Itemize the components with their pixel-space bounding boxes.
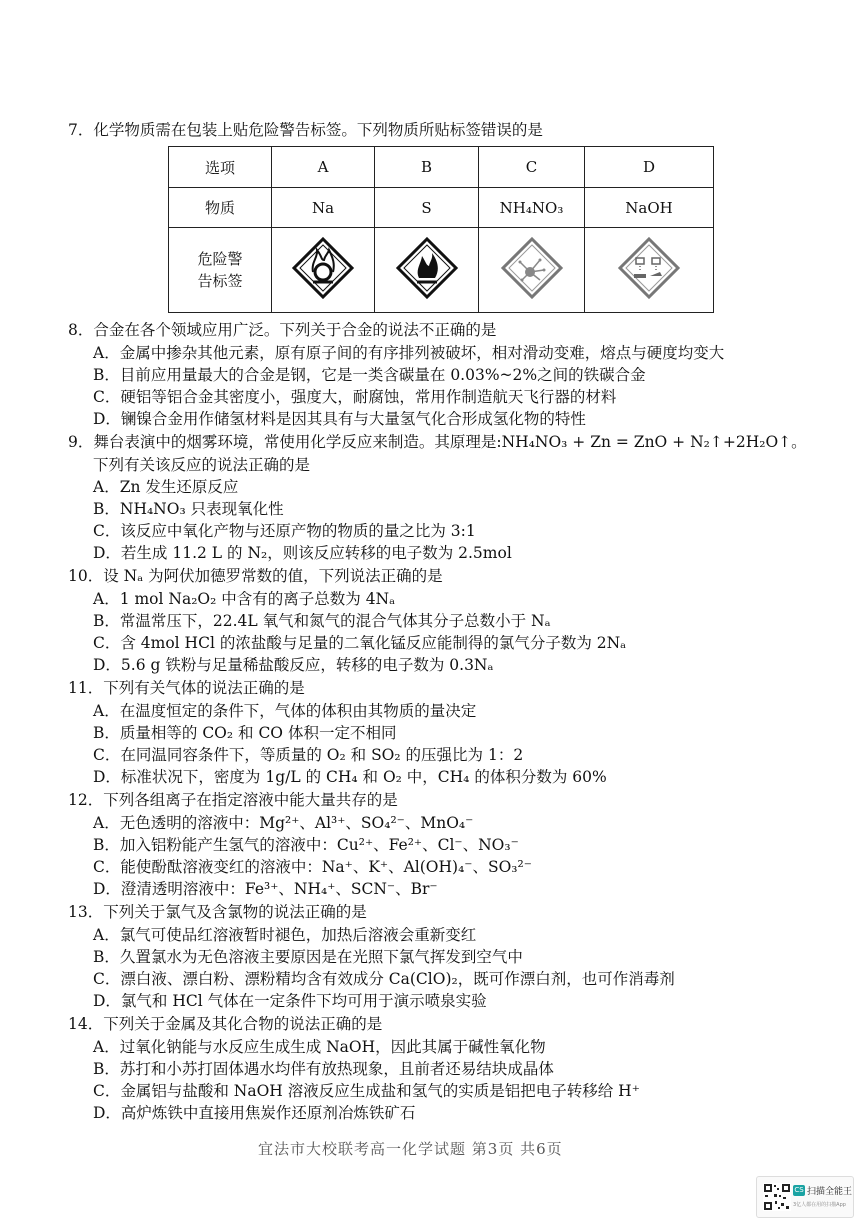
q9-option-b: B．NH₄NO₃ 只表现氧化性 — [93, 500, 284, 518]
q13-option-a: A．氯气可使品红溶液暂时褪色，加热后溶液会重新变红 — [93, 926, 477, 944]
q8-option-c: C．硬铝等铝合金其密度小，强度大，耐腐蚀，常用作制造航天飞行器的材料 — [93, 388, 617, 406]
q9-option-a: A．Zn 发生还原反应 — [93, 478, 239, 496]
page-footer: 宜法市大校联考高一化学试题 第3页 共6页 — [258, 1140, 563, 1158]
flammable-icon — [395, 236, 459, 300]
pictogram-cell — [375, 228, 479, 313]
q14-option-c: C．金属铝与盐酸和 NaOH 溶液反应生成盐和氢气的实质是铝把电子转移给 H⁺ — [93, 1082, 640, 1100]
label-row-line2: 告标签 — [197, 272, 243, 290]
table-header-cell: D — [585, 147, 714, 188]
table-header-cell: B — [375, 147, 479, 188]
scanner-app-name: 扫描全能王 — [807, 1187, 853, 1197]
substance-cell: S — [375, 188, 479, 228]
hazard-table — [168, 146, 714, 313]
q12-option-a: A．无色透明的溶液中：Mg²⁺、Al³⁺、SO₄²⁻、MnO₄⁻ — [93, 814, 474, 832]
q14-stem: 14．下列关于金属及其化合物的说法正确的是 — [68, 1015, 383, 1033]
q9-option-d: D．若生成 11.2 L 的 N₂，则该反应转移的电子数为 2.5mol — [93, 544, 512, 562]
label-row-line1: 危险警 — [197, 250, 243, 268]
substance-cell: NaOH — [585, 188, 714, 228]
q10-option-d: D．5.6 g 铁粉与足量稀盐酸反应，转移的电子数为 0.3Nₐ — [93, 656, 494, 674]
q8-option-d: D．镧镍合金用作储氢材料是因其具有与大量氢气化合形成氢化物的特性 — [93, 410, 586, 428]
q11-option-a: A．在温度恒定的条件下，气体的体积由其物质的量决定 — [93, 702, 477, 720]
q13-stem: 13．下列关于氯气及含氯物的说法正确的是 — [68, 903, 367, 921]
table-row-label: 物质 — [169, 188, 272, 228]
q8-option-a: A．金属中掺杂其他元素，原有原子间的有序排列被破坏，相对滑动变难，熔点与硬度均变大 — [93, 344, 725, 362]
q11-option-b: B．质量相等的 CO₂ 和 CO 体积一定不相同 — [93, 724, 397, 742]
q11-stem: 11．下列有关气体的说法正确的是 — [68, 679, 305, 697]
q7-stem: 7．化学物质需在包装上贴危险警告标签。下列物质所贴标签错误的是 — [68, 121, 543, 139]
q9-option-c: C．该反应中氧化产物与还原产物的物质的量之比为 3:1 — [93, 522, 476, 540]
q14-option-d: D．高炉炼铁中直接用焦炭作还原剂冶炼铁矿石 — [93, 1104, 416, 1122]
q13-option-d: D．氯气和 HCl 气体在一定条件下均可用于演示喷泉实验 — [93, 992, 487, 1010]
pictogram-cell — [272, 228, 375, 313]
camscanner-logo-icon: CS — [794, 1186, 804, 1194]
q8-option-b: B．目前应用量最大的合金是钢，它是一类含碳量在 0.03%~2%之间的铁碳合金 — [93, 366, 646, 384]
table-header-cell: 选项 — [169, 147, 272, 188]
corrosive-icon — [616, 236, 682, 300]
q13-option-b: B．久置氯水为无色溶液主要原因是在光照下氯气挥发到空气中 — [93, 948, 523, 966]
scanner-watermark — [756, 1176, 854, 1218]
pictogram-cell — [479, 228, 585, 313]
scanner-tagline: 3亿人都在用的扫描App — [793, 1202, 846, 1208]
q11-option-c: C．在同温同容条件下，等质量的 O₂ 和 SO₂ 的压强比为 1：2 — [93, 746, 524, 764]
table-header-cell: C — [479, 147, 585, 188]
q12-option-c: C．能使酚酞溶液变红的溶液中：Na⁺、K⁺、Al(OH)₄⁻、SO₃²⁻ — [93, 858, 532, 876]
explosive-icon — [500, 236, 564, 300]
q12-stem: 12．下列各组离子在指定溶液中能大量共存的是 — [68, 791, 398, 809]
q10-option-b: B．常温常压下，22.4L 氧气和氮气的混合气体其分子总数小于 Nₐ — [93, 612, 551, 630]
q14-option-a: A．过氧化钠能与水反应生成生成 NaOH，因此其属于碱性氧化物 — [93, 1038, 546, 1056]
q9-stem: 9．舞台表演中的烟雾环境，常使用化学反应来制造。其原理是:NH₄NO₃ + Zn = ZnO + N₂↑+2H₂O↑。 — [68, 433, 807, 451]
q10-option-a: A．1 mol Na₂O₂ 中含有的离子总数为 4Nₐ — [93, 590, 396, 608]
oxidizer-icon — [291, 236, 355, 300]
q14-option-b: B．苏打和小苏打固体遇水均伴有放热现象，且前者还易结块成晶体 — [93, 1060, 554, 1078]
table-row-label — [169, 228, 272, 313]
q12-option-b: B．加入铝粉能产生氢气的溶液中：Cu²⁺、Fe²⁺、Cl⁻、NO₃⁻ — [93, 836, 519, 854]
qr-code-icon — [763, 1183, 791, 1211]
table-header-cell: A — [272, 147, 375, 188]
q12-option-d: D．澄清透明溶液中：Fe³⁺、NH₄⁺、SCN⁻、Br⁻ — [93, 880, 438, 898]
q8-stem: 8．合金在各个领域应用广泛。下列关于合金的说法不正确的是 — [68, 321, 497, 339]
pictogram-cell — [585, 228, 714, 313]
q9-stem-cont: 下列有关该反应的说法正确的是 — [93, 456, 311, 474]
q13-option-c: C．漂白液、漂白粉、漂粉精均含有效成分 Ca(ClO)₂，既可作漂白剂，也可作消毒剂 — [93, 970, 675, 988]
substance-cell: Na — [272, 188, 375, 228]
substance-cell: NH₄NO₃ — [479, 188, 585, 228]
q11-option-d: D．标准状况下，密度为 1g/L 的 CH₄ 和 O₂ 中，CH₄ 的体积分数为 60% — [93, 768, 607, 786]
q10-option-c: C．含 4mol HCl 的浓盐酸与足量的二氧化锰反应能制得的氯气分子数为 2Nₐ — [93, 634, 627, 652]
q10-stem: 10．设 Nₐ 为阿伏加德罗常数的值，下列说法正确的是 — [68, 567, 443, 585]
